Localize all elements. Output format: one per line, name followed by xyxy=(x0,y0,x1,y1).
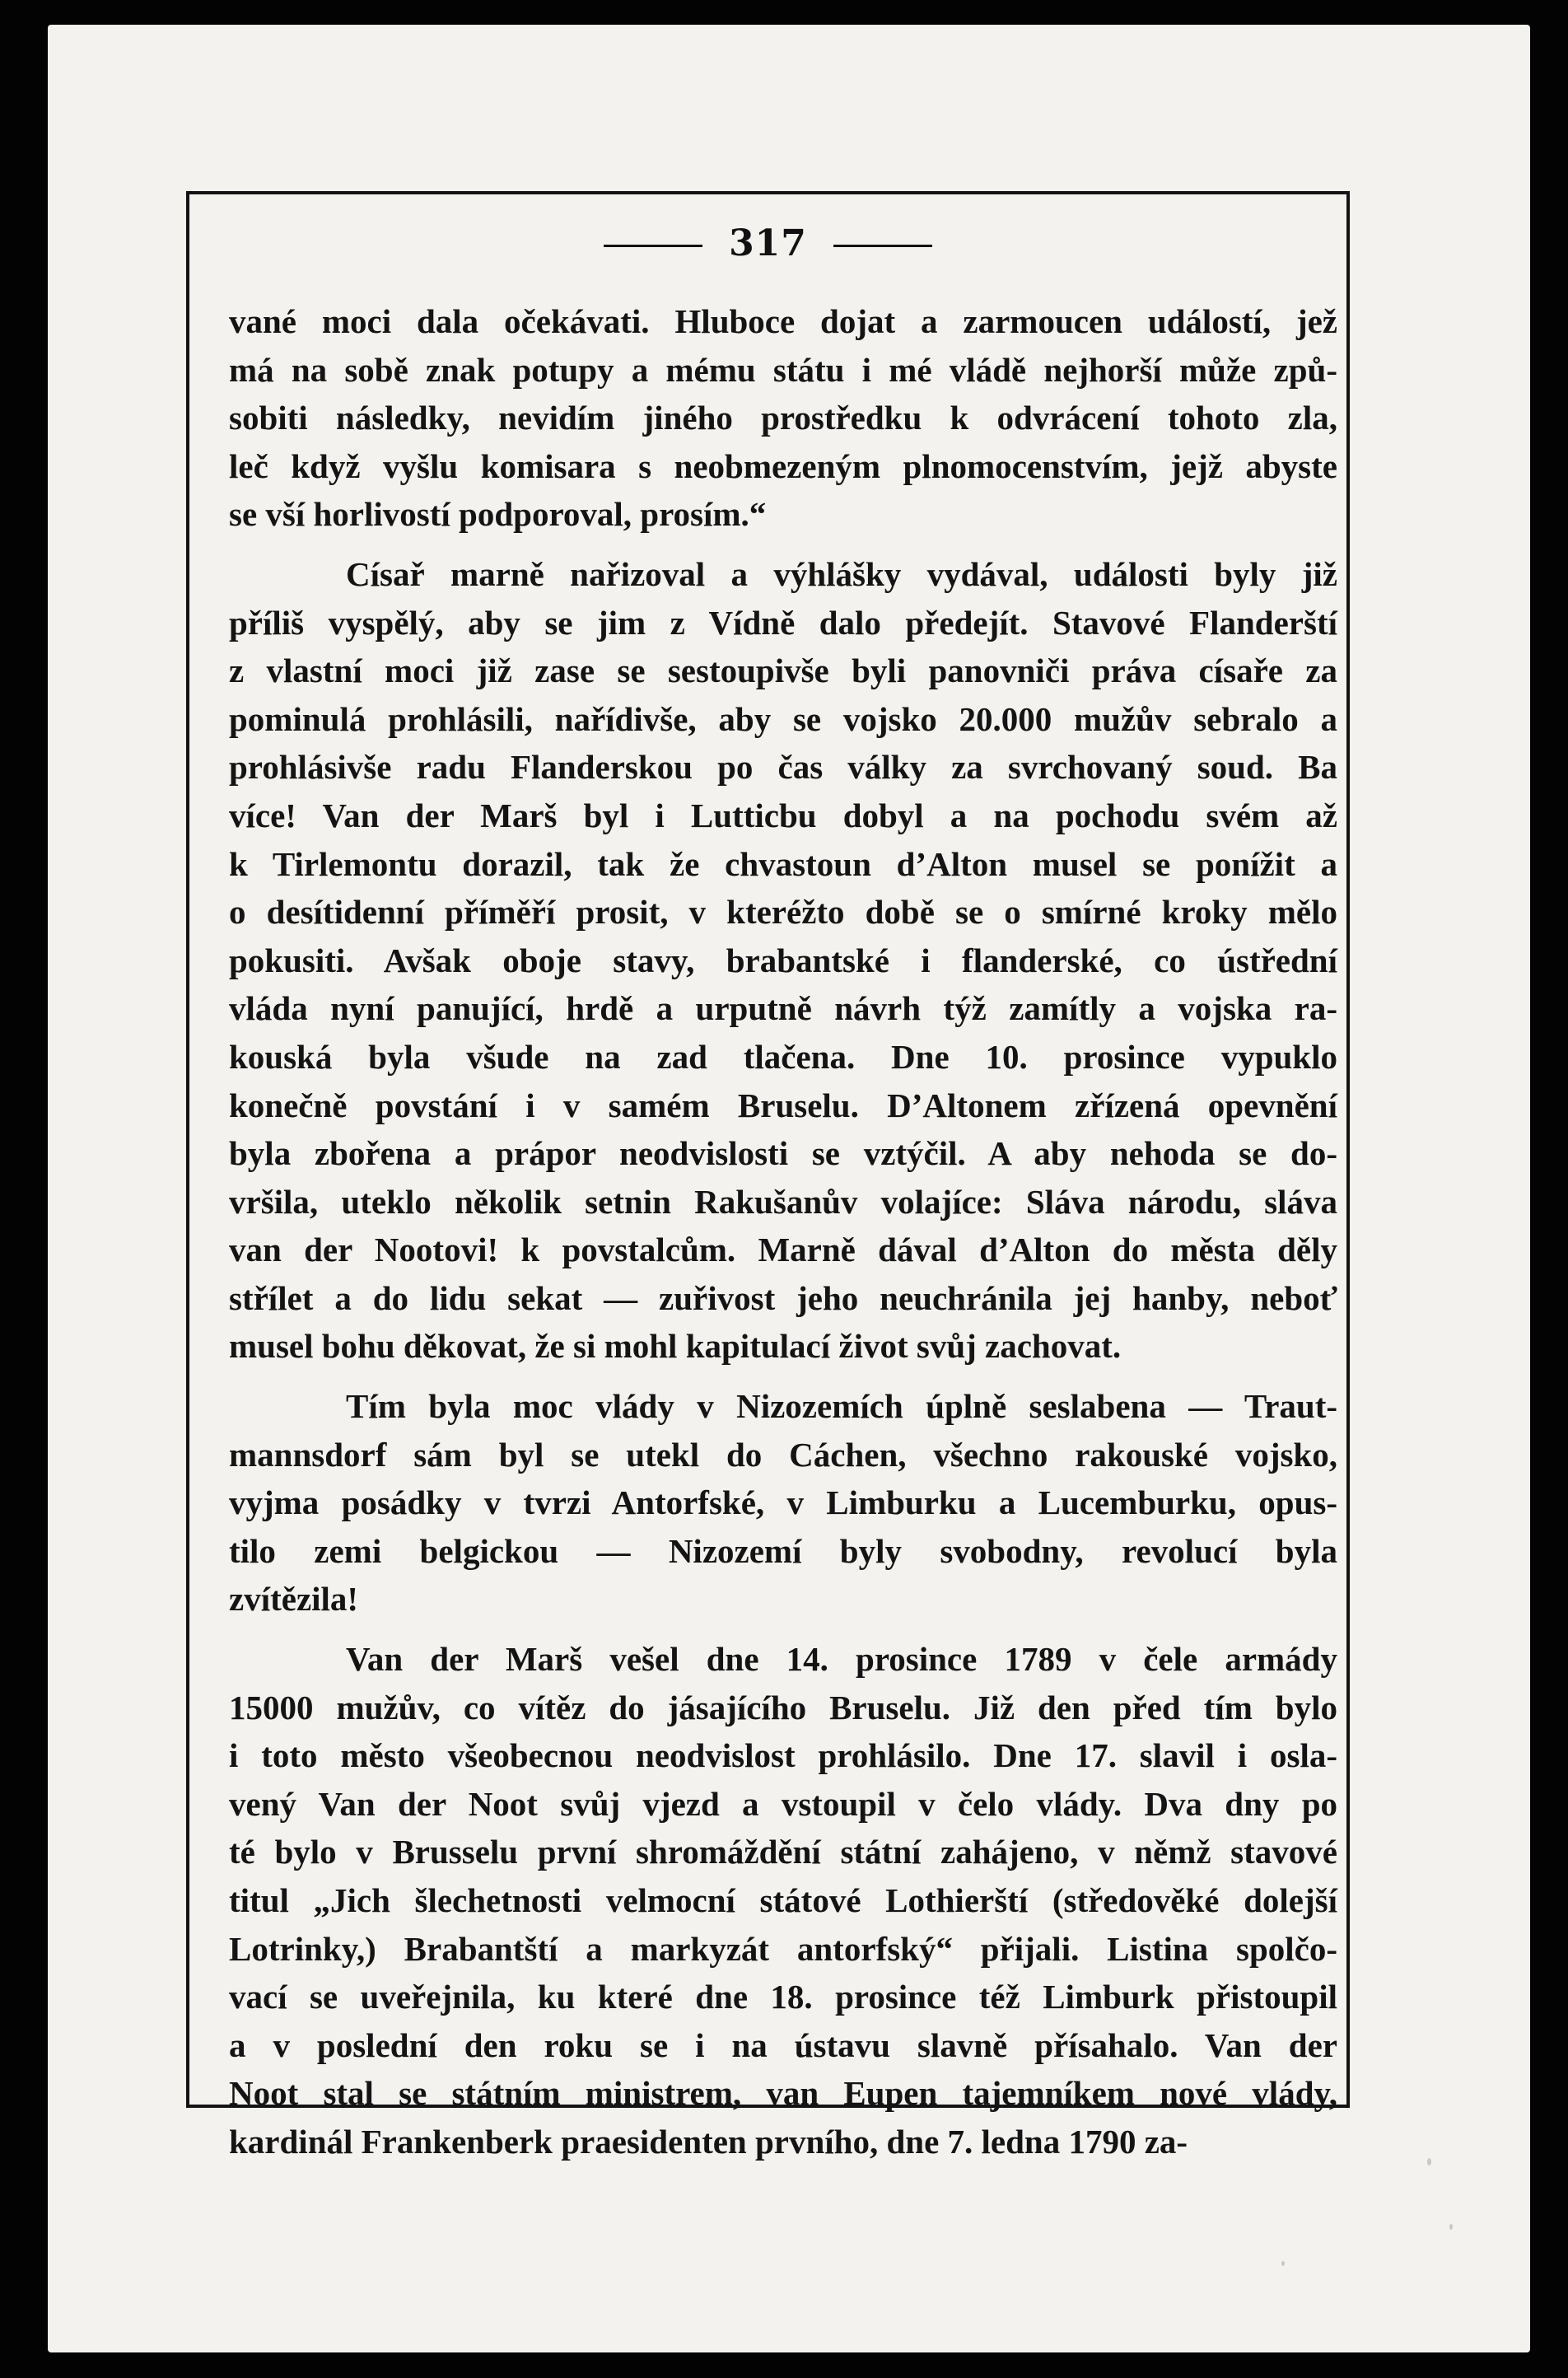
text-line: z vlastní moci již zase se sestoupivše byli panovniči práva císaře za xyxy=(229,652,1337,690)
text-line: tilo zemi belgickou — Nizozemí byly svobodny, revolucí byla xyxy=(229,1531,1337,1570)
text-line: vený Van der Noot svůj vjezd a vstoupil v čelo vlády. Dva dny po xyxy=(229,1784,1337,1823)
text-line: 15000 mužův, co vítěz do jásajícího Bruselu. Již den před tím bylo xyxy=(229,1688,1337,1726)
page-header xyxy=(189,222,1346,264)
text-line: vršila, uteklo několik setnin Rakušanův volajíce: Sláva národu, sláva xyxy=(229,1182,1337,1221)
text-line: má na sobě znak potupy a mému státu i mé vládě nejhorší může způ- xyxy=(229,350,1337,389)
text-line: více! Van der Marš byl i Lutticbu dobyl a na pochodu svém až xyxy=(229,796,1337,834)
paragraph xyxy=(229,1635,1337,2166)
text-line: pokusiti. Avšak oboje stavy, brabantské i flanderské, co ústřední xyxy=(229,941,1337,979)
text-line: střílet a do lidu sekat — zuřivost jeho neuchránila jej hanby, neboť xyxy=(229,1278,1337,1317)
text-line: pominulá prohlásili, nařídivše, aby se vojsko 20.000 mužův sebralo a xyxy=(229,699,1337,738)
paper-speck xyxy=(1427,2158,1431,2165)
text-line: vací se uveřejnila, ku které dne 18. prosince též Limburk přistoupil xyxy=(229,1978,1337,2016)
text-line: van der Nootovi! k povstalcům. Marně dával d’Alton do města děly xyxy=(229,1231,1337,1269)
paper-speck xyxy=(1449,2224,1453,2230)
text-line: musel bohu děkovat, že si mohl kapitulací život svůj zachovat. xyxy=(229,1327,1122,1366)
body-text xyxy=(229,297,1337,2166)
text-line: mannsdorf sám byl se utekl do Cáchen, všechno rakouské vojsko, xyxy=(229,1435,1337,1474)
text-line: konečně povstání i v samém Bruselu. D’Altonem zřízená opevnění xyxy=(229,1086,1337,1124)
text-line: Lotrinky,) Brabantští a markyzát antorfský“ přijali. Listina spolčo- xyxy=(229,1929,1337,1968)
paragraph-gap xyxy=(229,539,1337,550)
header-dash-left xyxy=(604,245,702,247)
paragraph-gap xyxy=(229,1623,1337,1635)
text-line: byla zbořena a prápor neodvislosti se vztýčil. A aby nehoda se do- xyxy=(229,1134,1337,1173)
paragraph-gap xyxy=(229,1371,1337,1382)
text-line: vané moci dala očekávati. Hluboce dojat a zarmoucen událostí, jež xyxy=(229,302,1337,340)
text-line: o desítidenní příměří prosit, v kteréžto době se o smírné kroky mělo xyxy=(229,893,1337,932)
paper-speck xyxy=(1281,2261,1285,2266)
text-line: i toto město všeobecnou neodvislost prohlásilo. Dne 17. slavil i osla- xyxy=(229,1736,1337,1775)
text-line: Noot stal se státním ministrem, van Eupen tajemníkem nové vlády, xyxy=(229,2074,1337,2113)
text-line: titul „Jich šlechetnosti velmocní státové Lothierští (středověké dolejší xyxy=(229,1881,1337,1919)
paragraph xyxy=(229,297,1337,539)
text-line: vláda nyní panující, hrdě a urputně návrh týž zamítly a vojska ra- xyxy=(229,989,1337,1028)
header-dash-right xyxy=(833,245,932,247)
text-line: zvítězila! xyxy=(229,1580,359,1619)
text-line: vyjma posádky v tvrzi Antorfské, v Limburku a Lucemburku, opus- xyxy=(229,1483,1337,1522)
text-line: Tím byla moc vlády v Nizozemích úplně seslabena — Traut- xyxy=(346,1387,1337,1426)
text-line: příliš vyspělý, aby se jim z Vídně dalo předejít. Stavové Flanderští xyxy=(229,603,1337,642)
paragraph xyxy=(229,1382,1337,1623)
text-line: kardinál Frankenberk praesidenten prvního, dne 7. ledna 1790 za- xyxy=(229,2122,1188,2161)
text-line: té bylo v Brusselu první shromáždění státní zahájeno, v němž stavové xyxy=(229,1833,1337,1871)
page-number: 317 xyxy=(729,222,807,264)
paragraph xyxy=(229,550,1337,1371)
text-line: Císař marně nařizoval a výhlášky vydával, události byly již xyxy=(346,554,1337,593)
text-line: prohlásivše radu Flanderskou po čas války za svrchovaný soud. Ba xyxy=(229,748,1337,787)
text-line: sobiti následky, nevidím jiného prostředku k odvrácení tohoto zla, xyxy=(229,399,1337,437)
text-line: Van der Marš vešel dne 14. prosince 1789 v čele armády xyxy=(346,1640,1337,1679)
text-line: k Tirlemontu dorazil, tak že chvastoun d’Alton musel se ponížit a xyxy=(229,844,1337,883)
text-line: se vší horlivostí podporoval, prosím.“ xyxy=(229,495,767,534)
text-line: a v poslední den roku se i na ústavu slavně přísahalo. Van der xyxy=(229,2025,1337,2064)
text-line: leč když vyšlu komisara s neobmezeným plnomocenstvím, jejž abyste xyxy=(229,446,1337,485)
text-line: kouská byla všude na zad tlačena. Dne 10. prosince vypuklo xyxy=(229,1037,1337,1076)
